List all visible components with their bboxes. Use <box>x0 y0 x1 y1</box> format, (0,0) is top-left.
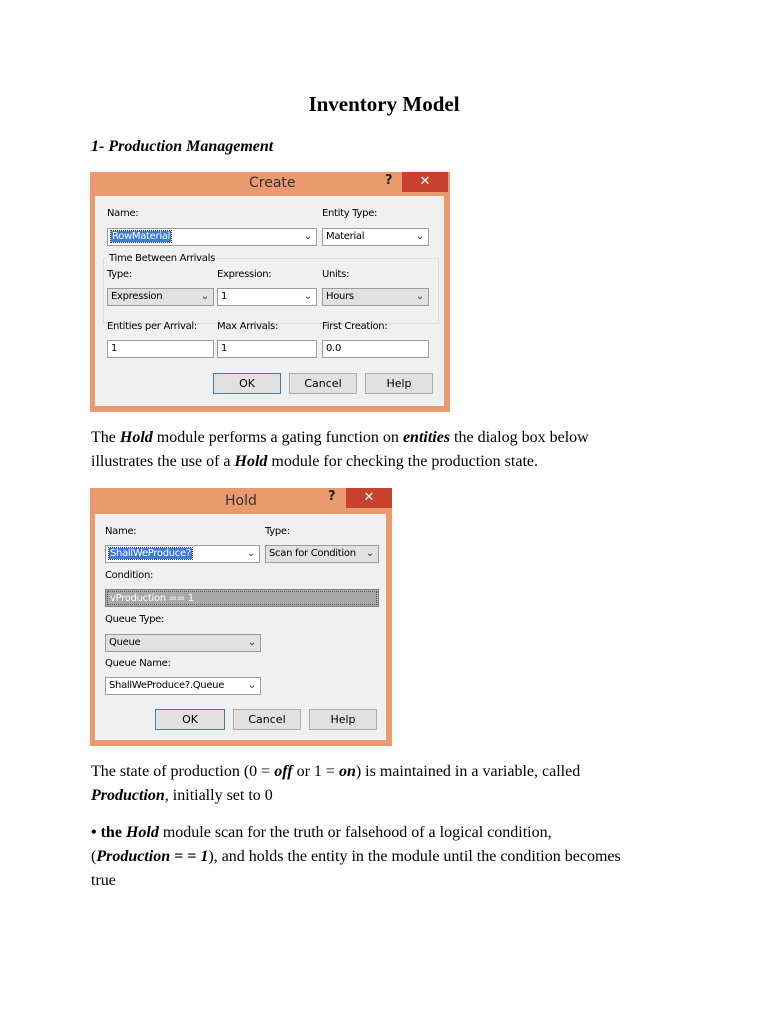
condition-label: Condition: <box>105 570 154 581</box>
queue-name-field[interactable] <box>105 677 261 695</box>
chevron-down-icon[interactable]: ⌄ <box>365 548 374 559</box>
chevron-down-icon[interactable]: ⌄ <box>303 291 312 302</box>
paragraph-hold-intro <box>91 426 691 474</box>
name-label: Name: <box>105 526 137 537</box>
close-icon[interactable]: ✕ <box>402 172 448 192</box>
text: ) is maintained in a variable, called <box>355 763 581 780</box>
type-value: Expression <box>111 291 163 302</box>
text: illustrates the use of a <box>91 453 235 470</box>
condition-value: vProduction == 1 <box>107 591 377 605</box>
create-dialog-titlebar[interactable] <box>90 172 450 196</box>
max-arrivals-label: Max Arrivals: <box>217 321 279 332</box>
text-emphasis: Production <box>91 787 165 804</box>
chevron-down-icon[interactable]: ⌄ <box>246 548 255 559</box>
document-title: Inventory Model <box>308 92 460 116</box>
first-creation-field[interactable] <box>322 340 429 358</box>
chevron-down-icon[interactable]: ⌄ <box>247 680 256 691</box>
chevron-down-icon[interactable]: ⌄ <box>415 231 424 242</box>
max-arrivals-value: 1 <box>221 343 228 354</box>
queue-type-value: Queue <box>109 637 141 648</box>
name-value: RowMaterial <box>112 231 171 242</box>
chevron-down-icon[interactable]: ⌄ <box>303 231 312 242</box>
type-label: Type: <box>265 526 290 537</box>
expression-label: Expression: <box>217 269 272 280</box>
create-dialog-body <box>95 196 444 406</box>
hold-dialog-title: Hold <box>225 493 257 509</box>
text: module for checking the production state. <box>267 453 538 470</box>
text: or 1 = <box>292 763 339 780</box>
queue-type-label: Queue Type: <box>105 614 165 625</box>
chevron-down-icon[interactable]: ⌄ <box>247 637 256 648</box>
hold-dialog-body <box>95 514 386 740</box>
type-select[interactable] <box>107 288 214 306</box>
text-emphasis: entities <box>402 429 451 446</box>
text-emphasis: off <box>274 763 293 780</box>
queue-name-label: Queue Name: <box>105 658 171 669</box>
text-emphasis: Production = = 1 <box>96 848 209 865</box>
close-icon[interactable]: ✕ <box>346 488 392 508</box>
text: The <box>91 429 120 446</box>
text-emphasis: Hold <box>125 824 159 841</box>
text-emphasis: Hold <box>119 429 153 446</box>
text-emphasis: on <box>338 763 356 780</box>
name-value: ShallWeProduce? <box>110 548 191 559</box>
section-heading: 1- Production Management <box>91 138 274 155</box>
units-label: Units: <box>322 269 350 280</box>
entity-type-label: Entity Type: <box>322 208 378 219</box>
help-question-icon[interactable]: ? <box>385 173 393 188</box>
type-value: Scan for Condition <box>269 548 356 559</box>
cancel-button[interactable]: Cancel <box>289 373 357 394</box>
type-label: Type: <box>107 269 132 280</box>
help-button[interactable]: Help <box>309 709 377 730</box>
help-button[interactable]: Help <box>365 373 433 394</box>
entities-per-arrival-label: Entities per Arrival: <box>107 321 197 332</box>
entities-per-arrival-field[interactable] <box>107 340 214 358</box>
text: the dialog box below <box>450 429 589 446</box>
max-arrivals-field[interactable] <box>217 340 317 358</box>
time-between-arrivals-label: Time Between Arrivals <box>109 253 215 264</box>
create-dialog <box>90 172 450 412</box>
expression-value: 1 <box>221 291 228 302</box>
ok-button[interactable]: OK <box>213 373 281 394</box>
bullet-text: • the <box>91 824 126 841</box>
cancel-button[interactable]: Cancel <box>233 709 301 730</box>
chevron-down-icon[interactable]: ⌄ <box>415 291 424 302</box>
first-creation-label: First Creation: <box>322 321 388 332</box>
text-emphasis: Hold <box>234 453 268 470</box>
text: module scan for the truth or falsehood of a logical condition, <box>158 824 552 841</box>
ok-button[interactable]: OK <box>155 709 225 730</box>
chevron-down-icon[interactable]: ⌄ <box>200 291 209 302</box>
text: , initially set to 0 <box>164 787 273 804</box>
queue-type-select[interactable] <box>105 634 261 652</box>
units-value: Hours <box>326 291 354 302</box>
paragraph-production-state <box>91 760 691 808</box>
queue-name-value: ShallWeProduce?.Queue <box>109 680 225 691</box>
hold-dialog <box>90 488 392 746</box>
text: module performs a gating function on <box>152 429 403 446</box>
text: The state of production (0 = <box>91 763 275 780</box>
text: ( <box>91 848 97 865</box>
type-select[interactable] <box>265 545 379 563</box>
name-field[interactable] <box>105 545 260 563</box>
entities-per-arrival-value: 1 <box>111 343 118 354</box>
entity-type-select[interactable] <box>322 228 429 246</box>
condition-field[interactable] <box>105 589 379 607</box>
entity-type-value: Material <box>326 231 365 242</box>
name-field[interactable] <box>107 228 317 246</box>
expression-field[interactable] <box>217 288 317 306</box>
create-dialog-title: Create <box>249 175 296 191</box>
units-select[interactable] <box>322 288 429 306</box>
name-label: Name: <box>107 208 139 219</box>
help-question-icon[interactable]: ? <box>328 489 336 504</box>
hold-dialog-titlebar[interactable] <box>90 488 392 512</box>
first-creation-value: 0.0 <box>326 343 342 354</box>
text: ), and holds the entity in the module until the condition becomes <box>208 848 621 865</box>
text: true <box>91 872 116 889</box>
paragraph-hold-scan <box>91 821 691 893</box>
